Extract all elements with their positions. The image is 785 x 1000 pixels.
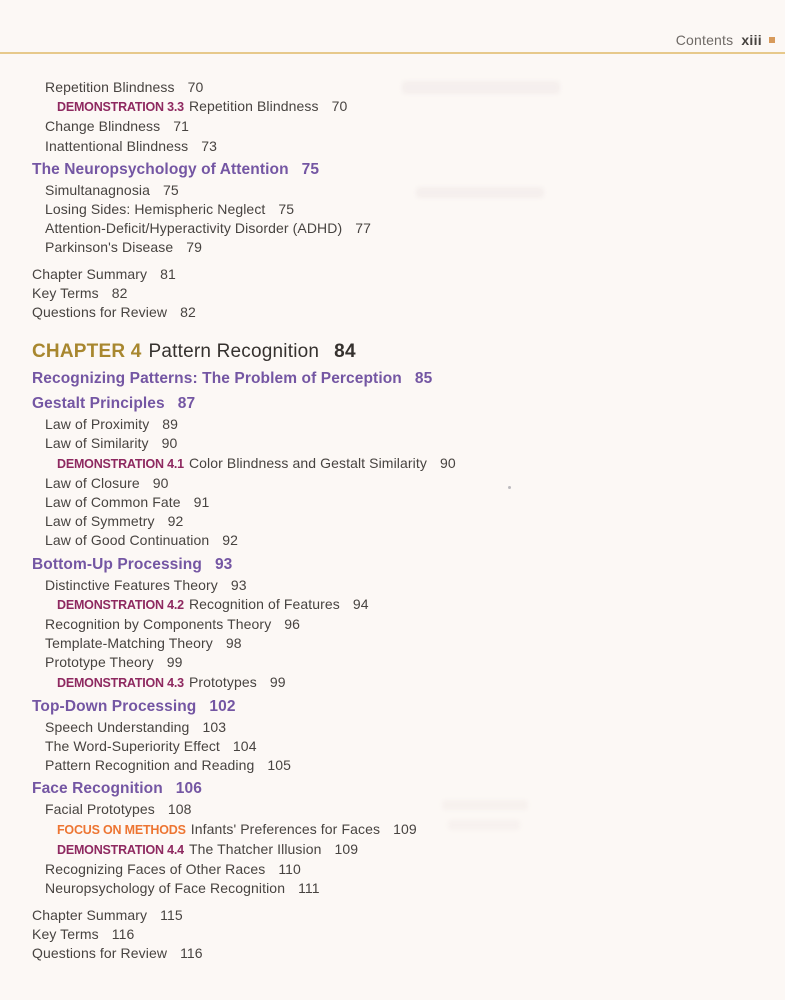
toc-entry-sub	[0, 434, 785, 453]
entry-title: Repetition Blindness	[188, 98, 319, 115]
toc-entry-sub	[0, 531, 785, 550]
entry-page-number: 81	[160, 265, 176, 282]
toc-entry-heading	[0, 554, 785, 576]
entry-page-number: 75	[278, 201, 295, 218]
entry-page-number: 110	[278, 861, 301, 878]
toc-entry-focus	[0, 820, 785, 840]
toc-entry-back	[0, 303, 785, 322]
entry-page-number: 85	[414, 370, 433, 388]
entry-page-number: 70	[187, 79, 204, 95]
entry-title: Pattern Recognition	[148, 341, 320, 363]
entry-title: Prototypes	[188, 673, 257, 690]
toc-entry-sub	[0, 117, 785, 136]
entry-title: Repetition Blindness	[45, 79, 175, 95]
toc-entry-sub	[0, 634, 785, 653]
entry-title: Questions for Review	[32, 944, 168, 961]
toc-entry-sub	[0, 860, 785, 879]
entry-title: Law of Common Fate	[45, 494, 181, 511]
entry-title: Parkinson's Disease	[45, 239, 174, 256]
toc-entry-sub	[0, 737, 785, 756]
entry-page-number: 104	[232, 738, 257, 755]
entry-title: Law of Proximity	[45, 416, 150, 433]
entry-title: Questions for Review	[32, 304, 168, 321]
toc-entry-sub	[0, 415, 785, 434]
entry-page-number: 99	[269, 673, 286, 690]
entry-title: Recognizing Patterns: The Problem of Perception	[32, 370, 402, 388]
entry-title: Change Blindness	[45, 118, 161, 135]
toc-entry-demo	[0, 454, 785, 474]
toc-list	[0, 78, 785, 963]
entry-page-number: 91	[193, 494, 210, 511]
toc-entry-sub	[0, 512, 785, 531]
toc-entry-demo	[0, 673, 785, 693]
entry-title: Law of Similarity	[45, 435, 149, 452]
entry-page-number: 82	[111, 284, 128, 301]
toc-entry-sub	[0, 474, 785, 493]
entry-page-number: 75	[163, 181, 179, 198]
entry-title: Inattentional Blindness	[45, 137, 189, 154]
toc-entry-demo	[0, 595, 785, 615]
entry-title: Bottom-Up Processing	[32, 555, 202, 573]
entry-page-number: 105	[267, 757, 292, 774]
toc-entry-back	[0, 284, 785, 303]
entry-page-number: 90	[161, 435, 178, 452]
entry-title: Law of Symmetry	[45, 513, 155, 530]
entry-page-number: 116	[111, 925, 135, 942]
toc-entry-heading	[0, 368, 785, 390]
demonstration-label: DEMONSTRATION 4.1	[57, 456, 184, 471]
toc-entry-sub	[0, 879, 785, 898]
focus-on-methods-label: FOCUS ON METHODS	[57, 822, 186, 837]
toc-entry-back	[0, 906, 785, 925]
entry-page-number: 70	[331, 98, 348, 115]
entry-page-number: 108	[167, 801, 192, 818]
entry-page-number: 109	[393, 820, 417, 837]
entry-title: Recognition by Components Theory	[45, 616, 272, 633]
toc-entry-sub	[0, 238, 785, 257]
entry-page-number: 93	[230, 576, 247, 593]
page-header	[676, 30, 775, 50]
toc-entry-heading	[0, 393, 785, 415]
entry-page-number: 79	[186, 239, 203, 256]
entry-page-number: 92	[167, 513, 184, 530]
toc-entry-heading	[0, 696, 785, 718]
entry-page-number: 82	[180, 304, 196, 321]
header-page-number: xiii	[741, 32, 762, 48]
entry-title: Recognition of Features	[188, 595, 340, 612]
entry-page-number: 115	[160, 906, 183, 923]
entry-page-number: 93	[214, 555, 233, 573]
toc-entry-sub	[0, 493, 785, 512]
entry-page-number: 106	[175, 780, 202, 798]
chapter-number-label: CHAPTER 4	[32, 341, 142, 363]
entry-page-number: 109	[334, 840, 359, 857]
entry-title: Template-Matching Theory	[45, 635, 213, 652]
toc-entry-heading	[0, 778, 785, 800]
entry-title: Key Terms	[32, 925, 99, 942]
toc-entry-back	[0, 944, 785, 963]
toc-entry-demo	[0, 97, 785, 117]
header-rule	[0, 52, 785, 54]
entry-title: Facial Prototypes	[45, 801, 155, 818]
toc-entry-back	[0, 925, 785, 944]
entry-page-number: 96	[284, 616, 301, 633]
entry-page-number: 75	[301, 160, 320, 178]
entry-page-number: 89	[162, 416, 179, 433]
entry-title: Law of Closure	[45, 474, 140, 491]
entry-title: Losing Sides: Hemispheric Neglect	[45, 201, 266, 218]
entry-page-number: 84	[334, 341, 356, 363]
entry-title: Attention-Deficit/Hyperactivity Disorder (ADHD)	[45, 220, 343, 237]
demonstration-label: DEMONSTRATION 4.2	[57, 597, 184, 612]
entry-title: The Neuropsychology of Attention	[32, 160, 289, 178]
entry-title: Pattern Recognition and Reading	[45, 757, 255, 774]
entry-page-number: 77	[355, 220, 371, 237]
entry-page-number: 111	[298, 880, 320, 897]
entry-page-number: 98	[225, 635, 242, 652]
toc-entry-sub	[0, 576, 785, 595]
entry-title: Recognizing Faces of Other Races	[45, 861, 266, 878]
toc-entry-back	[0, 265, 785, 284]
toc-entry-heading	[0, 159, 785, 181]
entry-title: Chapter Summary	[32, 265, 148, 282]
toc-entry-chapter	[0, 338, 785, 365]
entry-title: Chapter Summary	[32, 906, 148, 923]
entry-page-number: 92	[222, 532, 239, 549]
toc-entry-sub	[0, 181, 785, 200]
entry-page-number: 90	[439, 454, 456, 471]
entry-title: Distinctive Features Theory	[45, 576, 218, 593]
toc-entry-sub	[0, 137, 785, 156]
entry-page-number: 90	[152, 474, 169, 491]
toc-entry-demo	[0, 840, 785, 860]
entry-title: Law of Good Continuation	[45, 532, 210, 549]
entry-title: Top-Down Processing	[32, 697, 197, 715]
entry-page-number: 102	[209, 697, 236, 715]
demonstration-label: DEMONSTRATION 4.4	[57, 842, 184, 857]
entry-title: The Thatcher Illusion	[188, 840, 322, 857]
toc-entry-sub	[0, 219, 785, 238]
toc-entry-sub	[0, 78, 785, 97]
toc-entry-sub	[0, 615, 785, 634]
toc-entry-sub	[0, 718, 785, 737]
demonstration-label: DEMONSTRATION 3.3	[57, 100, 184, 115]
entry-title: Face Recognition	[32, 780, 163, 798]
toc-entry-sub	[0, 653, 785, 672]
toc-entry-sub	[0, 200, 785, 219]
entry-title: Infants' Preferences for Faces	[190, 820, 381, 837]
entry-title: Prototype Theory	[45, 654, 154, 671]
entry-title: Color Blindness and Gestalt Similarity	[188, 454, 427, 471]
entry-title: Speech Understanding	[45, 718, 190, 735]
entry-page-number: 94	[352, 595, 369, 612]
entry-title: Neuropsychology of Face Recognition	[45, 880, 286, 897]
toc-entry-sub	[0, 756, 785, 775]
header-contents-label: Contents	[675, 32, 734, 48]
toc-entry-sub	[0, 800, 785, 819]
entry-title: Simultanagnosia	[45, 181, 151, 198]
entry-title: The Word-Superiority Effect	[45, 738, 220, 755]
entry-page-number: 103	[202, 718, 227, 735]
entry-page-number: 73	[201, 137, 217, 154]
entry-page-number: 116	[180, 944, 203, 961]
entry-title: Gestalt Principles	[32, 395, 165, 413]
entry-title: Key Terms	[32, 284, 99, 301]
entry-page-number: 99	[166, 654, 183, 671]
header-square-ornament	[769, 37, 775, 43]
entry-page-number: 71	[173, 118, 190, 135]
demonstration-label: DEMONSTRATION 4.3	[57, 675, 184, 690]
entry-page-number: 87	[177, 395, 196, 413]
